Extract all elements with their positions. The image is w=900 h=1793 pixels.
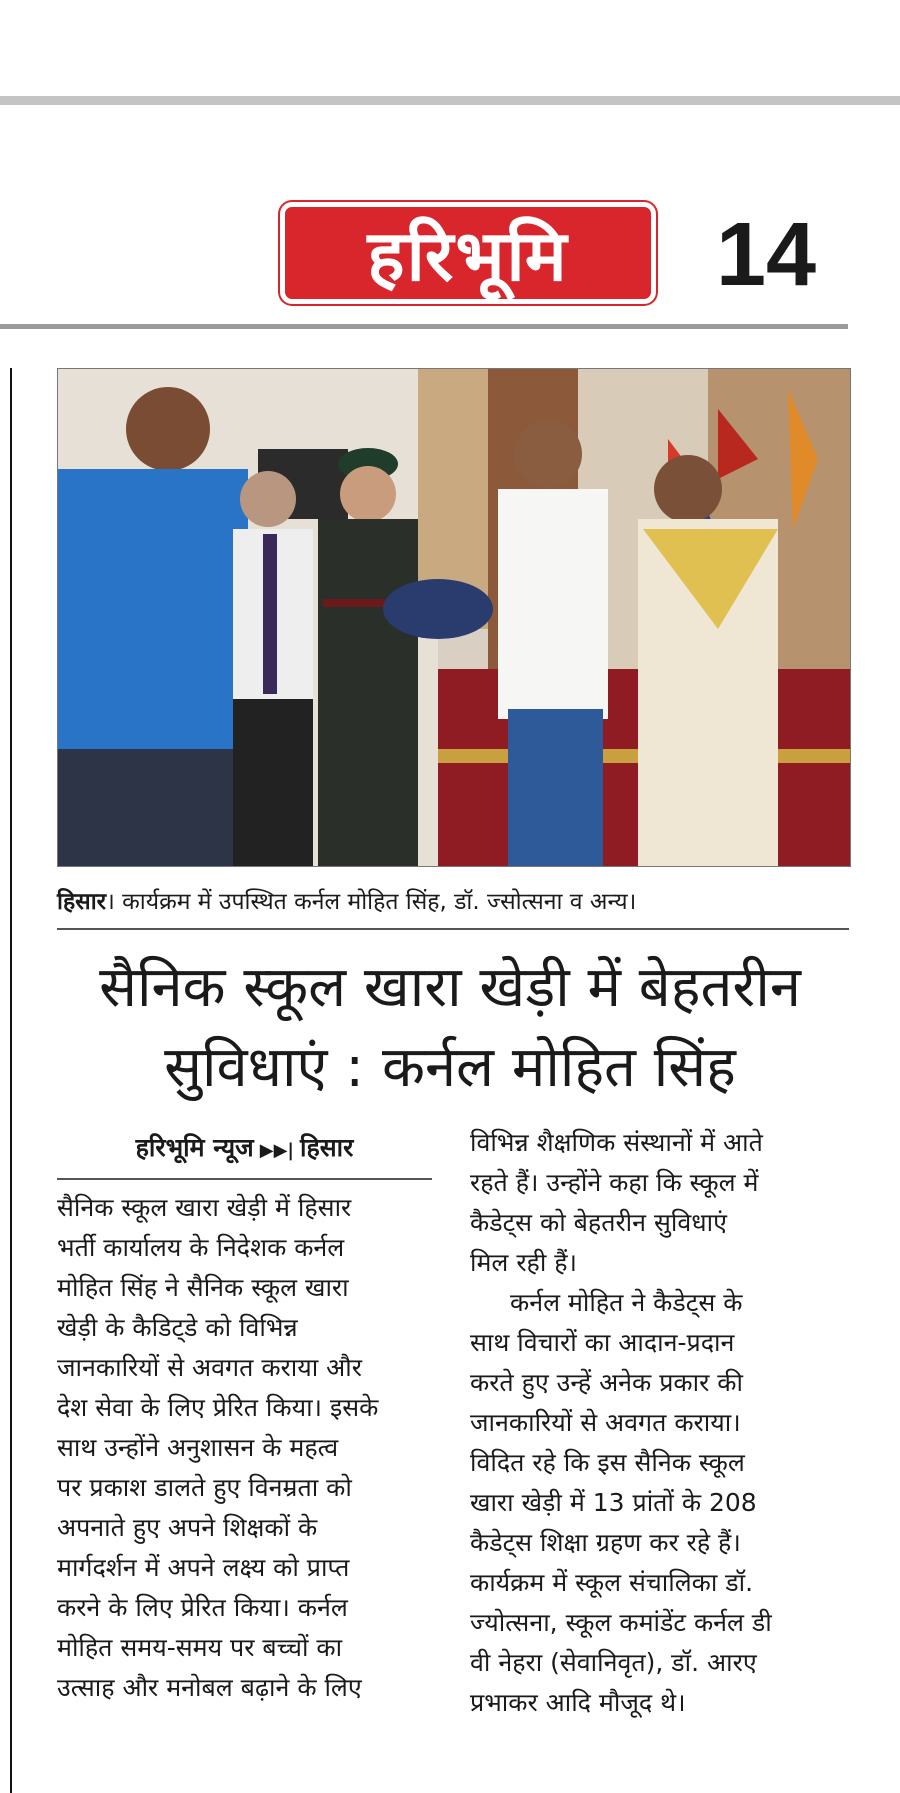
article-line: मोहित समय-समय पर बच्चों का (57, 1633, 343, 1662)
article-line: कैडेट्स शिक्षा ग्रहण कर रहे हैं। (470, 1528, 741, 1557)
article-line: अपनाते हुए अपने शिक्षकों के (57, 1513, 318, 1542)
article-line: जानकारियों से अवगत कराया और (57, 1353, 362, 1382)
article-line: करते हुए उन्हें अनेक प्रकार की (470, 1368, 743, 1397)
article-line: उत्साह और मनोबल बढ़ाने के लिए (57, 1673, 362, 1702)
article-line: देश सेवा के लिए प्रेरित किया। इसके (57, 1393, 379, 1422)
article-line: साथ विचारों का आदान-प्रदान (470, 1328, 735, 1357)
byline-source: हरिभूमि न्यूज (135, 1133, 254, 1162)
article-line: पर प्रकाश डालते हुए विनम्रता को (57, 1473, 352, 1502)
news-photo (57, 368, 851, 867)
article-line: करने के लिए प्रेरित किया। कर्नल (57, 1593, 348, 1622)
byline-divider (57, 1178, 432, 1180)
column-border-line (10, 368, 12, 1793)
article-headline (40, 948, 860, 1108)
article-line: खारा खेड़ी में 13 प्रांतों के 208 (470, 1488, 757, 1517)
caption-location: हिसार (57, 889, 107, 915)
article-line: खेड़ी के कैडिट्डे को विभिन्न (57, 1313, 298, 1342)
article-line: मार्गदर्शन में अपने लक्ष्य को प्राप्त (57, 1553, 350, 1582)
article-line: विदित रहे कि इस सैनिक स्कूल (470, 1448, 745, 1477)
article-column-left (57, 1188, 435, 1708)
article-line: कैडेट्स को बेहतरीन सुविधाएं (470, 1208, 727, 1237)
article-line: सैनिक स्कूल खारा खेड़ी में हिसार (57, 1193, 352, 1222)
headline-line-1: सैनिक स्कूल खारा खेड़ी में बेहतरीन (99, 955, 801, 1020)
article-line: विभिन्न शैक्षणिक संस्थानों में आते (470, 1128, 763, 1157)
article-line: भर्ती कार्यालय के निदेशक कर्नल (57, 1233, 345, 1262)
article-line: प्रभाकर आदि मौजूद थे। (470, 1688, 686, 1717)
article-column-right (470, 1123, 850, 1723)
article-line: मिल रही हैं। (470, 1248, 577, 1277)
article-line: कार्यक्रम में स्कूल संचालिका डॉ. (470, 1568, 754, 1597)
article-line: रहते हैं। उन्होंने कहा कि स्कूल में (470, 1168, 759, 1197)
article-line: मोहित सिंह ने सैनिक स्कूल खारा (57, 1273, 349, 1302)
newspaper-logo (280, 202, 656, 304)
event-photo-icon (58, 369, 850, 866)
article-line: ज्योत्सना, स्कूल कमांडेंट कर्नल डी (470, 1608, 772, 1637)
top-divider (0, 96, 900, 105)
article-line: कर्नल मोहित ने कैडेट्स के (510, 1288, 743, 1317)
logo-text: हरिभूमि (367, 215, 569, 297)
byline-place: हिसार (300, 1133, 354, 1162)
article-line: साथ उन्होंने अनुशासन के महत्व (57, 1433, 339, 1462)
caption-divider (57, 928, 849, 930)
headline-line-2: सुविधाएं : कर्नल मोहित सिंह (164, 1035, 736, 1100)
article-line: वी नेहरा (सेवानिवृत), डॉ. आरए (470, 1648, 757, 1677)
caption-text: । कार्यक्रम में उपस्थित कर्नल मोहित सिंह, डॉ. ज्सोत्सना व अन्य। (106, 889, 637, 915)
page-number: 14 (716, 205, 817, 305)
masthead-divider (0, 324, 848, 329)
fast-forward-icon: ▶▶| (259, 1140, 294, 1161)
byline (57, 1128, 432, 1168)
article-line: जानकारियों से अवगत कराया। (470, 1408, 741, 1437)
photo-caption (57, 884, 849, 920)
